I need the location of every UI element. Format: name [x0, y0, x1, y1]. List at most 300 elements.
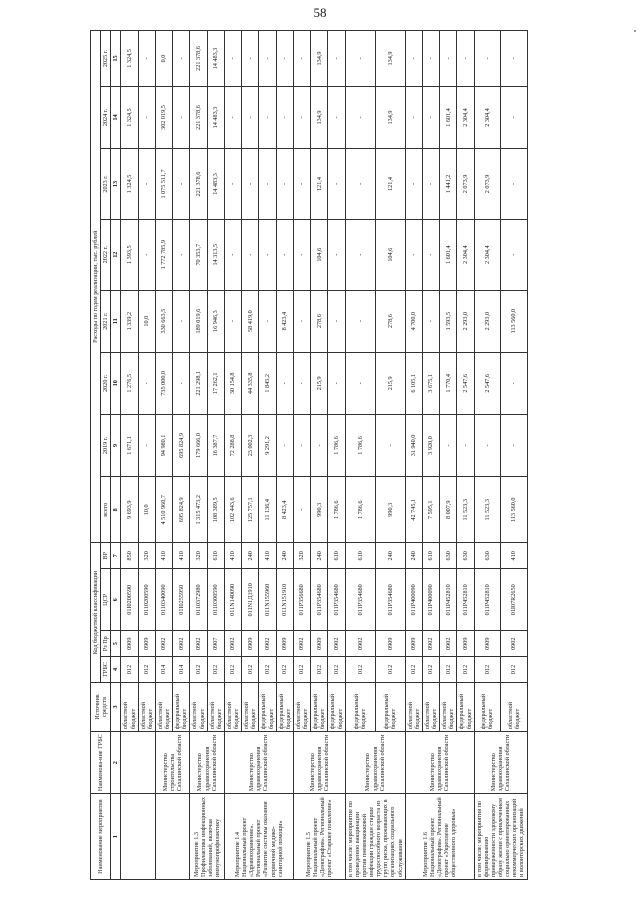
year-value: 330 663,5 [155, 290, 172, 352]
funding-source: федеральный бюджет [173, 682, 190, 731]
total-value: 11 523,3 [457, 477, 474, 543]
year-value: - [242, 149, 259, 220]
year-value: 1 075 511,7 [155, 149, 172, 220]
column-index: 5 [111, 631, 121, 657]
year-value: - [328, 219, 345, 290]
column-index: 14 [111, 86, 121, 148]
vr-code: 240 [242, 543, 259, 569]
year-value: - [345, 352, 375, 414]
funding-source: федеральный бюджет [276, 682, 293, 731]
year-value: 4 700,0 [405, 290, 422, 352]
table-row [155, 31, 172, 880]
total-value: 8 007,9 [440, 477, 457, 543]
funding-source: федеральный бюджет [328, 682, 345, 731]
year-value: 1 276,5 [121, 352, 138, 414]
year-value: 1 324,5 [121, 86, 138, 148]
grbs-code: 014 [173, 657, 190, 683]
year-value: - [173, 219, 190, 290]
csr-code: 011P452810 [457, 569, 474, 631]
total-value: 990,3 [375, 477, 405, 543]
grbs-code: 012 [345, 657, 375, 683]
year-value: - [328, 352, 345, 414]
funding-source: областной бюджет [121, 682, 138, 731]
year-value: 1 845,2 [259, 352, 276, 414]
vr-code: 240 [375, 543, 405, 569]
table-row [190, 31, 207, 880]
rz-pr-code: 0902 [440, 631, 457, 657]
budget-table-body [121, 31, 527, 880]
year-value: - [375, 414, 405, 476]
header-year: 2025 г. [101, 31, 111, 87]
year-value: - [328, 290, 345, 352]
table-row [474, 31, 500, 880]
year-value: 1 786,6 [345, 414, 375, 476]
year-value: 8 423,4 [276, 290, 293, 352]
column-index: 2 [111, 732, 121, 794]
year-value: 121,4 [311, 149, 328, 220]
rz-pr-code: 0909 [121, 631, 138, 657]
column-index: 9 [111, 414, 121, 476]
year-value: - [328, 86, 345, 148]
year-value: - [422, 86, 439, 148]
grbs-code: 014 [155, 657, 172, 683]
rz-pr-code: 0909 [474, 631, 500, 657]
header-source: Источник средств [91, 682, 111, 731]
total-value: 1 786,6 [328, 477, 345, 543]
year-value: 2 293,0 [474, 290, 500, 352]
year-value: 2 304,4 [474, 219, 500, 290]
year-value: 695 824,9 [173, 414, 190, 476]
year-value: - [224, 290, 241, 352]
year-value: 735 000,0 [155, 352, 172, 414]
total-value: - [293, 477, 310, 543]
vr-code: 610 [207, 543, 224, 569]
vr-code: 410 [155, 543, 172, 569]
column-index: 10 [111, 352, 121, 414]
total-value: 42 745,1 [405, 477, 422, 543]
funding-source: областной бюджет [224, 682, 241, 731]
year-value: - [440, 31, 457, 87]
total-value: 125 757,1 [242, 477, 259, 543]
year-value: - [345, 86, 375, 148]
grbs-code: 012 [224, 657, 241, 683]
vr-code: 610 [345, 543, 375, 569]
vr-code: 320 [190, 543, 207, 569]
vr-code: 240 [276, 543, 293, 569]
year-value: - [405, 86, 422, 148]
year-value: - [173, 31, 190, 87]
year-value: - [224, 31, 241, 87]
year-value: 1 772 785,9 [155, 219, 172, 290]
year-value: 17 262,1 [207, 352, 224, 414]
year-value: 1 786,6 [328, 414, 345, 476]
funding-source: областной бюджет [207, 682, 224, 731]
year-value: - [293, 149, 310, 220]
funding-source: областной бюджет [190, 682, 207, 731]
csr-code: 011P354680 [311, 569, 328, 631]
year-value: - [405, 219, 422, 290]
year-value: 1 324,5 [121, 149, 138, 220]
grbs-name: Министерство строительства Сахалинской области [155, 732, 190, 794]
grbs-name: Министерство здравоохранения Сахалинской области [405, 732, 474, 794]
year-value: 2 073,9 [457, 149, 474, 220]
year-value: - [138, 219, 155, 290]
year-value: - [457, 31, 474, 87]
year-value: - [259, 31, 276, 87]
table-row [121, 31, 138, 880]
year-value: 221 298,1 [190, 352, 207, 414]
grbs-code: 012 [328, 657, 345, 683]
grbs-name: Министерство здравоохранения Сахалинской области [474, 732, 527, 794]
year-value: 3 675,1 [422, 352, 439, 414]
year-value: - [259, 290, 276, 352]
grbs-code: 012 [440, 657, 457, 683]
year-value: 6 105,1 [405, 352, 422, 414]
year-value: - [138, 352, 155, 414]
header-total: всего [101, 477, 111, 543]
grbs-code: 012 [276, 657, 293, 683]
csr-code: 01I0255950 [173, 569, 190, 631]
grbs-code: 012 [121, 657, 138, 683]
year-value: - [276, 31, 293, 87]
csr-code: 0110372980 [190, 569, 207, 631]
year-value: 14 483,3 [207, 86, 224, 148]
csr-code: 01I07R2650 [501, 569, 527, 631]
grbs-code: 012 [375, 657, 405, 683]
year-value: 16 387,7 [207, 414, 224, 476]
total-value: 7 595,1 [422, 477, 439, 543]
year-value: - [259, 86, 276, 148]
vr-code: 630 [440, 543, 457, 569]
funding-source: областной бюджет [440, 682, 457, 731]
year-value: 134,9 [311, 86, 328, 148]
year-value: 221 378,6 [190, 86, 207, 148]
year-value: - [173, 352, 190, 414]
funding-source: областной бюджет [293, 682, 310, 731]
year-value: 94 980,1 [155, 414, 172, 476]
year-value: - [293, 31, 310, 87]
total-value: 4 510 960,7 [155, 477, 172, 543]
year-value: 2 304,4 [457, 86, 474, 148]
vr-code: 410 [173, 543, 190, 569]
total-value: 695 824,9 [173, 477, 190, 543]
year-value: 104,6 [311, 219, 328, 290]
year-value: 14 313,5 [207, 219, 224, 290]
rz-pr-code: 0902 [328, 631, 345, 657]
grbs-code: 012 [138, 657, 155, 683]
csr-code: 0110300590 [207, 569, 224, 631]
year-value: - [405, 149, 422, 220]
funding-source: федеральный бюджет [311, 682, 328, 731]
rz-pr-code: 0909 [311, 631, 328, 657]
budget-table [90, 30, 528, 880]
year-value: - [276, 86, 293, 148]
measure-name [121, 794, 156, 880]
vr-code: 610 [328, 543, 345, 569]
csr-code: 011P354680 [375, 569, 405, 631]
total-value: 102 443,6 [224, 477, 241, 543]
year-value: 9 291,2 [259, 414, 276, 476]
header-expenses: Расходы по годам реализации, тыс. рублей [91, 31, 101, 543]
year-value: - [457, 414, 474, 476]
header-rz-pr: Рз Пр [101, 631, 111, 657]
rz-pr-code: 0902 [155, 631, 172, 657]
year-value: - [345, 31, 375, 87]
year-value: 23 002,3 [242, 414, 259, 476]
year-value: - [311, 414, 328, 476]
year-value: - [422, 290, 439, 352]
grbs-code: 012 [242, 657, 259, 683]
vr-code: 410 [501, 543, 527, 569]
header-name: Наименование мероприятия [91, 794, 111, 880]
header-year: 2022 г. [101, 219, 111, 290]
vr-code: 410 [224, 543, 241, 569]
total-value: 108 389,5 [207, 477, 224, 543]
year-value: - [293, 219, 310, 290]
header-year: 2021 г. [101, 290, 111, 352]
year-value: 1 601,4 [440, 86, 457, 148]
year-value: - [242, 219, 259, 290]
header-year: 2023 г. [101, 149, 111, 220]
grbs-name [121, 732, 156, 794]
year-value: 113 560,0 [501, 290, 527, 352]
funding-source: областной бюджет [422, 682, 439, 731]
funding-source: федеральный бюджет [345, 682, 375, 731]
grbs-code: 012 [190, 657, 207, 683]
column-index: 3 [111, 682, 121, 731]
csr-code: 011N155960 [259, 569, 276, 631]
year-value: - [345, 149, 375, 220]
measure-name: Мероприятие 1.6 Национальный проект «Демография». Региональный проект «Укрепление общественного здоровья» [405, 794, 474, 880]
table-row [405, 31, 422, 880]
year-value: - [276, 219, 293, 290]
page-number: 58 [313, 5, 327, 20]
year-value: - [276, 414, 293, 476]
year-value: - [501, 352, 527, 414]
grbs-code: 012 [501, 657, 527, 683]
grbs-code: 012 [405, 657, 422, 683]
grbs-name: Министерство здравоохранения Сахалинской области [293, 732, 345, 794]
header-csr: ЦСР [101, 569, 111, 631]
csr-code: 011P354680 [328, 569, 345, 631]
year-value: 1 339,2 [121, 290, 138, 352]
year-value: 30 154,8 [224, 352, 241, 414]
rz-pr-code: 0902 [173, 631, 190, 657]
year-value: 1 393,5 [121, 219, 138, 290]
year-value: - [345, 290, 375, 352]
year-value: - [224, 219, 241, 290]
year-value: 2 304,4 [474, 86, 500, 148]
column-index: 12 [111, 219, 121, 290]
grbs-code: 012 [422, 657, 439, 683]
csr-code: 011N140090 [224, 569, 241, 631]
measure-name: в том числе: мероприятия по формированию приверженности здоровому образу жизни с привлечением социально ориентированных некоммерческих организаций и волонтерских движений [474, 794, 527, 880]
header-grbs-name: Наименова-ние ГРБС [91, 732, 111, 794]
year-value: - [173, 290, 190, 352]
vr-code: 850 [121, 543, 138, 569]
year-value: 31 940,0 [405, 414, 422, 476]
year-value: - [440, 414, 457, 476]
rz-pr-code: 0902 [501, 631, 527, 657]
csr-code: 011P400090 [422, 569, 439, 631]
grbs-name: Министерство здравоохранения Сахалинской области [345, 732, 405, 794]
year-value: - [259, 149, 276, 220]
year-value: 44 335,8 [242, 352, 259, 414]
rz-pr-code: 0909 [457, 631, 474, 657]
total-value: 1 786,6 [345, 477, 375, 543]
vr-code: 630 [457, 543, 474, 569]
year-value: 134,9 [375, 31, 405, 87]
year-value: 121,4 [375, 149, 405, 220]
grbs-code: 012 [311, 657, 328, 683]
funding-source: областной бюджет [405, 682, 422, 731]
year-value: 1 671,1 [121, 414, 138, 476]
csr-code: 011P400090 [405, 569, 422, 631]
year-value: - [138, 86, 155, 148]
scan-speck [634, 30, 636, 32]
year-value: 278,6 [375, 290, 405, 352]
year-value: 10,0 [138, 290, 155, 352]
measure-name: Мероприятие 1.3 Профилактика инфекционных заболеваний, включая иммунопрофилактику [190, 794, 225, 880]
year-value: - [501, 414, 527, 476]
year-value: 134,9 [375, 86, 405, 148]
year-value: - [345, 219, 375, 290]
header-year: 2020 г. [101, 352, 111, 414]
year-value: - [293, 352, 310, 414]
table-row [345, 31, 375, 880]
year-value: - [293, 414, 310, 476]
year-value: 221 378,6 [190, 31, 207, 87]
year-value: 302 019,5 [155, 86, 172, 148]
year-value: - [138, 149, 155, 220]
column-index: 6 [111, 569, 121, 631]
year-value: 2 304,4 [457, 219, 474, 290]
rz-pr-code: 0907 [207, 631, 224, 657]
column-index: 8 [111, 477, 121, 543]
year-value: - [276, 352, 293, 414]
year-value: - [422, 149, 439, 220]
year-value: - [242, 31, 259, 87]
rotated-page [90, 30, 570, 880]
table-row [224, 31, 241, 880]
year-value: - [501, 149, 527, 220]
vr-code: 240 [405, 543, 422, 569]
year-value: - [293, 86, 310, 148]
csr-code: 011N1Д1910 [242, 569, 259, 631]
year-value: 0,0 [155, 31, 172, 87]
funding-source: федеральный бюджет [457, 682, 474, 731]
rz-pr-code: 0902 [190, 631, 207, 657]
table-row [293, 31, 310, 880]
total-value: 11 523,3 [474, 477, 500, 543]
year-value: 1 601,4 [440, 219, 457, 290]
funding-source: областной бюджет [242, 682, 259, 731]
column-index: 4 [111, 657, 121, 683]
year-value: - [501, 86, 527, 148]
rz-pr-code: 0902 [259, 631, 276, 657]
year-value: 16 946,3 [207, 290, 224, 352]
year-value: 14 483,3 [207, 31, 224, 87]
rz-pr-code: 0902 [224, 631, 241, 657]
vr-code: 320 [138, 543, 155, 569]
header-grbs: ГРБС [101, 657, 111, 683]
column-index: 13 [111, 149, 121, 220]
year-value: 2 293,0 [457, 290, 474, 352]
vr-code: 410 [259, 543, 276, 569]
year-value: 2 073,9 [474, 149, 500, 220]
funding-source: областной бюджет [501, 682, 527, 731]
rz-pr-code: 0909 [375, 631, 405, 657]
year-value: 1 324,5 [121, 31, 138, 87]
year-value: - [276, 149, 293, 220]
total-value: 113 560,0 [501, 477, 527, 543]
year-value: - [138, 414, 155, 476]
header-budget-classification: Код бюджетной классификации [91, 543, 101, 682]
vr-code: 630 [474, 543, 500, 569]
csr-code: 0110200590 [138, 569, 155, 631]
year-value: - [474, 414, 500, 476]
year-value: - [224, 149, 241, 220]
year-value: - [259, 219, 276, 290]
vr-code: 610 [422, 543, 439, 569]
total-value: 1 315 473,2 [190, 477, 207, 543]
header-year: 2024 г. [101, 86, 111, 148]
year-value: - [422, 31, 439, 87]
year-value: - [328, 149, 345, 220]
csr-code: 011P354680 [345, 569, 375, 631]
year-value: 70 353,7 [190, 219, 207, 290]
year-value: 189 019,6 [190, 290, 207, 352]
rz-pr-code: 0902 [345, 631, 375, 657]
column-index: 11 [111, 290, 121, 352]
funding-source: федеральный бюджет [474, 682, 500, 731]
csr-code: 011N151910 [276, 569, 293, 631]
header-year: 2019 г. [101, 414, 111, 476]
measure-name: Мероприятие 1.4 Национальный проект «Здравоохранение». Региональный проект «Развитие системы оказания первичной медико-санитарной помощи» [224, 794, 293, 880]
year-value: - [242, 86, 259, 148]
year-value: 221 378,6 [190, 149, 207, 220]
year-value: - [474, 31, 500, 87]
grbs-code: 012 [474, 657, 500, 683]
rz-pr-code: 0902 [293, 631, 310, 657]
rz-pr-code: 0909 [276, 631, 293, 657]
year-value: - [501, 31, 527, 87]
column-index: 7 [111, 543, 121, 569]
year-value: - [328, 31, 345, 87]
year-value: 58 419,0 [242, 290, 259, 352]
grbs-name: Министерство здравоохранения Сахалинской области [190, 732, 225, 794]
rz-pr-code: 0909 [405, 631, 422, 657]
year-value: - [138, 31, 155, 87]
year-value: - [293, 290, 310, 352]
year-value: - [173, 149, 190, 220]
grbs-code: 012 [207, 657, 224, 683]
total-value: 10,0 [138, 477, 155, 543]
csr-code: 0110340090 [155, 569, 172, 631]
year-value: 2 547,6 [474, 352, 500, 414]
total-value: 990,3 [311, 477, 328, 543]
year-value: - [422, 219, 439, 290]
column-index: 15 [111, 31, 121, 87]
vr-code: 240 [311, 543, 328, 569]
grbs-code: 012 [259, 657, 276, 683]
column-index: 1 [111, 794, 121, 880]
funding-source: федеральный бюджет [375, 682, 405, 731]
total-value: 11 136,4 [259, 477, 276, 543]
rz-pr-code: 0909 [138, 631, 155, 657]
year-value: 1 441,2 [440, 149, 457, 220]
year-value: - [405, 31, 422, 87]
